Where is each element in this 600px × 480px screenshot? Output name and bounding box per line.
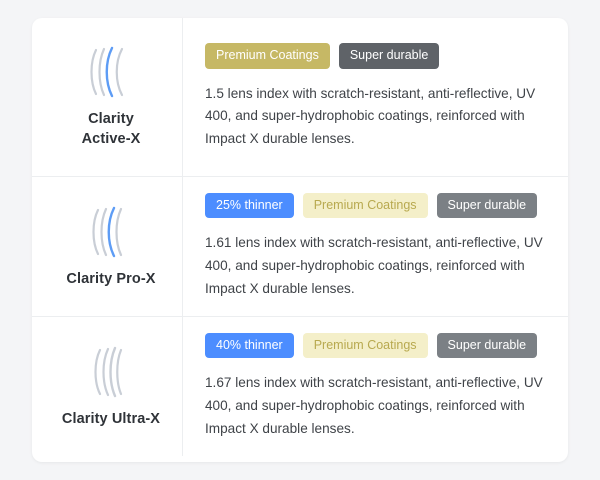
status-badge: Super durable: [437, 193, 538, 219]
status-badge: Super durable: [339, 43, 440, 69]
lens-icon: [84, 204, 138, 260]
list-item: [32, 316, 568, 456]
status-badge: Premium Coatings: [303, 193, 428, 219]
product-summary: [32, 344, 182, 430]
product-summary: [32, 44, 182, 149]
status-badge: Premium Coatings: [303, 333, 428, 359]
lens-icon: [84, 44, 138, 100]
product-name: [66, 270, 155, 290]
status-badge: 40% thinner: [205, 333, 294, 359]
status-badge: Premium Coatings: [205, 43, 330, 69]
status-badge: 25% thinner: [205, 193, 294, 219]
product-description: 1.67 lens index with scratch-resistant, anti-reflective, UV 400, and super-hydrophobic coatings, reinforced with Impact X durable lenses.: [205, 375, 543, 436]
product-name: [82, 110, 141, 149]
product-name-line1: Clarity Ultra-X: [61, 410, 161, 427]
product-name-line1: Clarity: [88, 111, 134, 128]
lens-icon: [84, 344, 138, 400]
product-description: 1.61 lens index with scratch-resistant, anti-reflective, UV 400, and super-hydrophobic coatings, reinforced with Impact X durable lenses.: [205, 235, 543, 296]
badge-list: [205, 193, 546, 219]
product-details: [182, 177, 568, 316]
product-details: [182, 317, 568, 456]
list-item: [32, 176, 568, 316]
status-badge: Super durable: [437, 333, 538, 359]
product-details: [182, 18, 568, 176]
product-name-line1: Clarity Pro-X: [66, 270, 156, 287]
list-item: [32, 18, 568, 176]
product-summary: [32, 204, 182, 290]
product-name: [62, 410, 160, 430]
badge-list: [205, 43, 546, 69]
product-name-line2: Active-X: [81, 131, 141, 147]
lens-comparison-card: [32, 18, 568, 462]
badge-list: [205, 333, 546, 359]
product-description: 1.5 lens index with scratch-resistant, anti-reflective, UV 400, and super-hydrophobic coatings, reinforced with Impact X durable lenses.: [205, 85, 536, 147]
